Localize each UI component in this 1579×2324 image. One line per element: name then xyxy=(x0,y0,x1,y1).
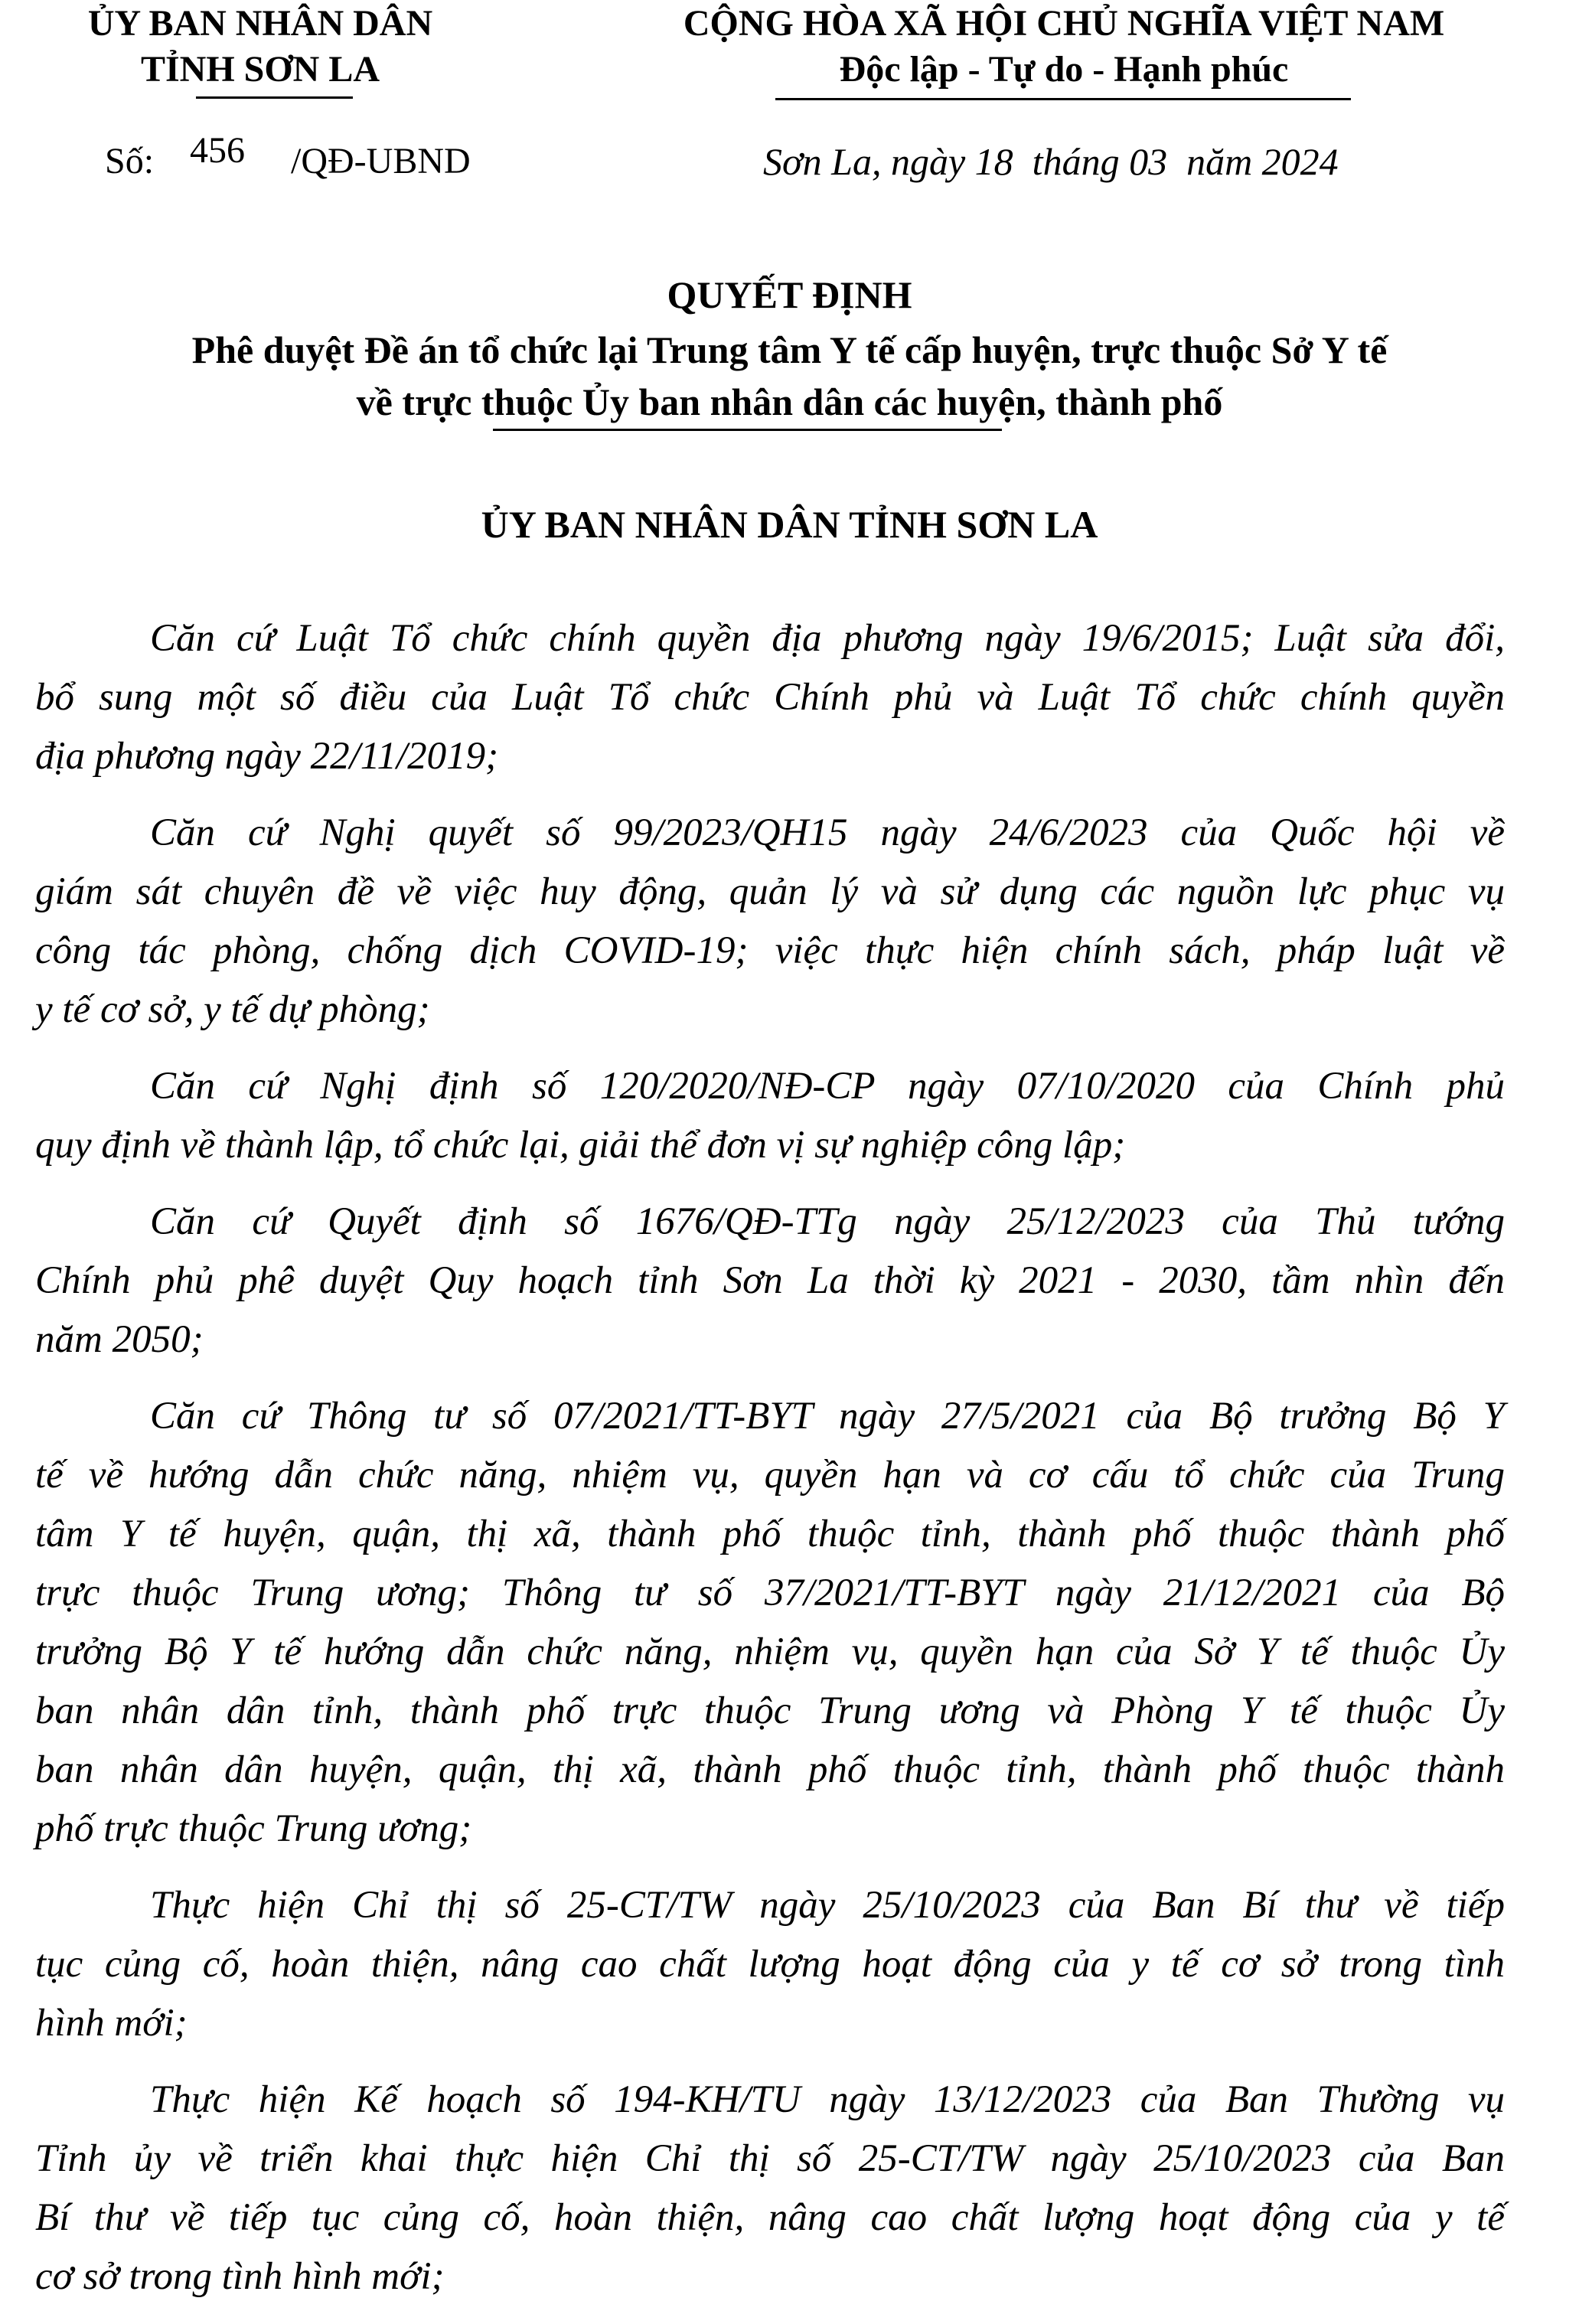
text-line: Tỉnh ủy về triển khai thực hiện Chỉ thị số 25-CT/TW ngày 25/10/2023 của Ban xyxy=(35,2137,1505,2180)
issuer-underline xyxy=(196,96,353,99)
text-line: hình mới; xyxy=(35,2002,188,2045)
decision-title: QUYẾT ĐỊNH xyxy=(667,273,912,316)
text-line: phố trực thuộc Trung ương; xyxy=(35,1807,472,1850)
text-line: năm 2050; xyxy=(35,1318,204,1361)
text-line: công tác phòng, chống dịch COVID-19; việc thực hiện chính sách, pháp luật về xyxy=(35,929,1505,972)
document-number-label: Số: xyxy=(105,141,155,181)
paragraph-legal-basis-5 xyxy=(35,1387,1505,1859)
issuer-line1: ỦY BAN NHÂN DÂN xyxy=(87,3,433,44)
paragraph-legal-basis-1 xyxy=(35,609,1505,786)
text-line: Thực hiện Chỉ thị số 25-CT/TW ngày 25/10/2023 của Ban Bí thư về tiếp xyxy=(150,1884,1505,1927)
text-line: tục củng cố, hoàn thiện, nâng cao chất lượng hoạt động của y tế cơ sở trong tình xyxy=(35,1943,1505,1986)
decision-subtitle-line2: về trực thuộc Ủy ban nhân dân các huyện, thành phố xyxy=(356,380,1223,423)
text-line: tâm Y tế huyện, quận, thị xã, thành phố thuộc tỉnh, thành phố thuộc thành phố xyxy=(35,1513,1505,1555)
text-line: ban nhân dân tỉnh, thành phố trực thuộc Trung ương và Phòng Y tế thuộc Ủy xyxy=(35,1689,1505,1732)
national-motto: Độc lập - Tự do - Hạnh phúc xyxy=(839,49,1289,90)
text-line: ban nhân dân huyện, quận, thị xã, thành phố thuộc tỉnh, thành phố thuộc thành xyxy=(35,1748,1505,1791)
text-line: Căn cứ Nghị định số 120/2020/NĐ-CP ngày 07/10/2020 của Chính phủ xyxy=(150,1065,1505,1108)
national-title: CỘNG HÒA XÃ HỘI CHỦ NGHĨA VIỆT NAM xyxy=(683,3,1445,44)
motto-underline xyxy=(775,98,1351,100)
text-line: cơ sở trong tình hình mới; xyxy=(35,2255,445,2298)
text-line: Căn cứ Quyết định số 1676/QĐ-TTg ngày 25/12/2023 của Thủ tướng xyxy=(150,1200,1505,1243)
document-number-suffix: /QĐ-UBND xyxy=(291,141,471,181)
document-number-value: 456 xyxy=(190,130,245,171)
text-line: giám sát chuyên đề về việc huy động, quản lý và sử dụng các nguồn lực phục vụ xyxy=(35,870,1505,913)
text-line: quy định về thành lập, tổ chức lại, giải thể đơn vị sự nghiệp công lập; xyxy=(35,1124,1126,1167)
subtitle-underline xyxy=(493,429,1002,431)
text-line: tế về hướng dẫn chức năng, nhiệm vụ, quyền hạn và cơ cấu tổ chức của Trung xyxy=(35,1454,1505,1497)
text-line: Căn cứ Luật Tổ chức chính quyền địa phương ngày 19/6/2015; Luật sửa đổi, xyxy=(150,617,1505,660)
paragraph-legal-basis-2 xyxy=(35,804,1505,1040)
document-body xyxy=(35,609,1505,2324)
text-line: địa phương ngày 22/11/2019; xyxy=(35,735,499,778)
text-line: Thực hiện Kế hoạch số 194-KH/TU ngày 13/12/2023 của Ban Thường vụ xyxy=(150,2078,1505,2121)
issuer-line2: TỈNH SƠN LA xyxy=(140,49,380,90)
paragraph-implementation-2 xyxy=(35,2071,1505,2306)
text-line: trưởng Bộ Y tế hướng dẫn chức năng, nhiệm vụ, quyền hạn của Sở Y tế thuộc Ủy xyxy=(35,1630,1505,1673)
text-line: Bí thư về tiếp tục củng cố, hoàn thiện, nâng cao chất lượng hoạt động của y tế xyxy=(35,2196,1505,2239)
text-line: Căn cứ Nghị quyết số 99/2023/QH15 ngày 24/6/2023 của Quốc hội về xyxy=(150,811,1505,854)
text-line: Chính phủ phê duyệt Quy hoạch tỉnh Sơn La thời kỳ 2021 - 2030, tầm nhìn đến xyxy=(35,1259,1505,1302)
paragraph-legal-basis-4 xyxy=(35,1193,1505,1369)
text-line: bổ sung một số điều của Luật Tổ chức Chính phủ và Luật Tổ chức chính quyền xyxy=(35,676,1505,719)
paragraph-legal-basis-3 xyxy=(35,1057,1505,1175)
text-line: y tế cơ sở, y tế dự phòng; xyxy=(35,988,430,1031)
decision-subtitle-line1: Phê duyệt Đề án tổ chức lại Trung tâm Y tế cấp huyện, trực thuộc Sở Y tế xyxy=(191,328,1388,371)
issuing-authority: ỦY BAN NHÂN DÂN TỈNH SƠN LA xyxy=(481,503,1098,546)
document-date: Sơn La, ngày 18 tháng 03 năm 2024 xyxy=(763,140,1339,183)
text-line: Căn cứ Thông tư số 07/2021/TT-BYT ngày 27/5/2021 của Bộ trưởng Bộ Y xyxy=(150,1395,1505,1438)
text-line: trực thuộc Trung ương; Thông tư số 37/2021/TT-BYT ngày 21/12/2021 của Bộ xyxy=(35,1572,1505,1614)
paragraph-implementation-1 xyxy=(35,1876,1505,2053)
